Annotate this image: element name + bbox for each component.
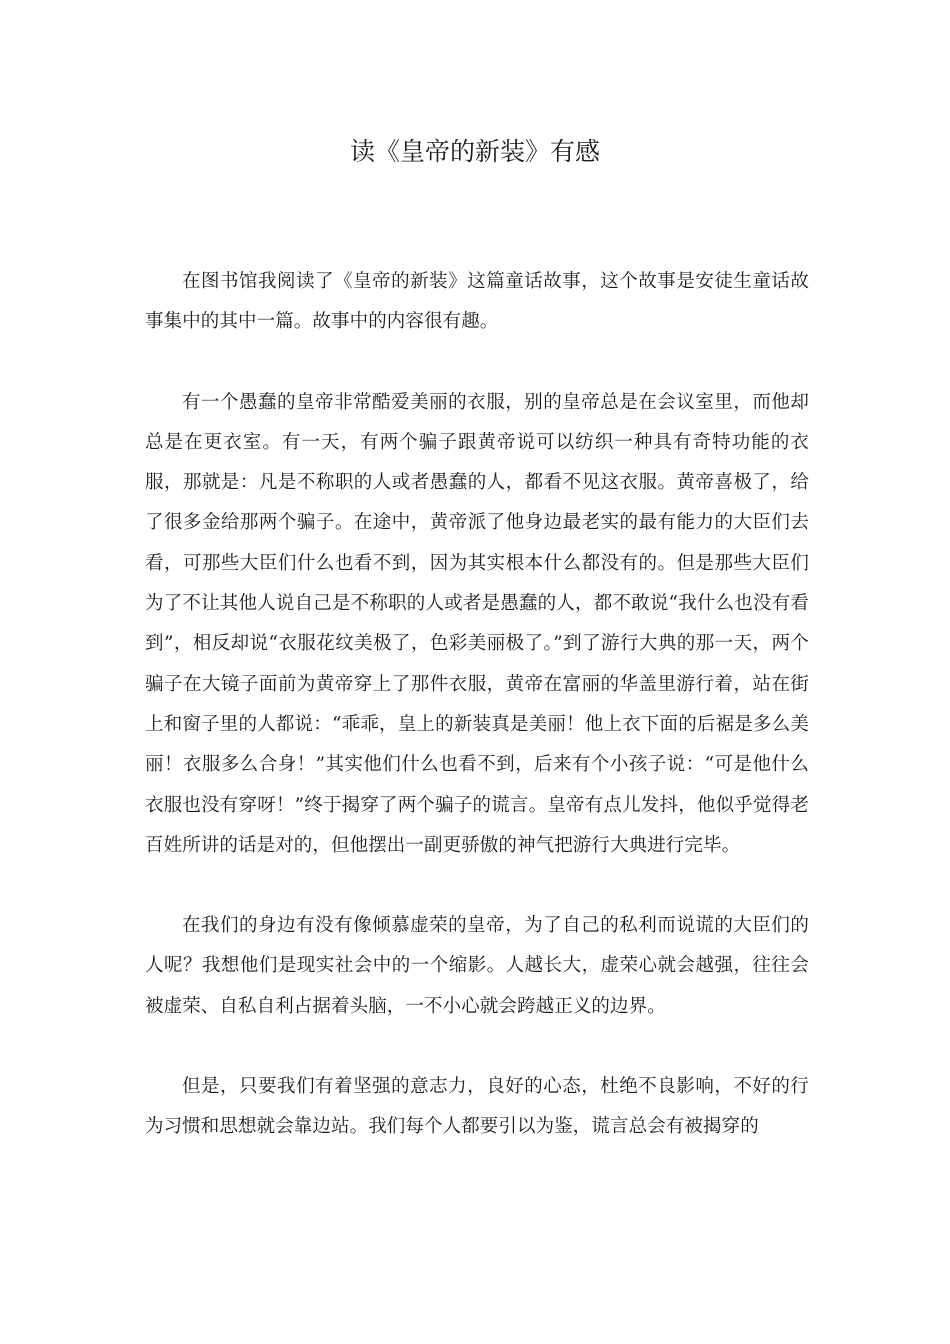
paragraph-1: 在图书馆我阅读了《皇帝的新装》这篇童话故事，这个故事是安徒生童话故事集中的其中一篇。故事中的内容很有趣。 [145, 271, 809, 333]
paragraph-2: 有一个愚蠢的皇帝非常酷爱美丽的衣服，别的皇帝总是在会议室里，而他却总是在更衣室。有一天，有两个骗子跟黄帝说可以纺织一种具有奇特功能的衣服，那就是：凡是不称职的人或者愚蠢的人，都看不见这衣服。黄帝喜极了，给了很多金给那两个骗子。在途中，黄帝派了他身边最老实的最有能力的大臣们去看，可那些大臣们什么也看不到，因为其实根本什么都没有的。但是那些大臣们为了不让其他人说自己是不称职的人或者是愚蠢的人，都不敢说“我什么也没有看到”，相反却说“衣服花纹美极了，色彩美丽极了。”到了游行大典的那一天，两个骗子在大镜子面前为黄帝穿上了那件衣服，黄帝在富丽的华盖里游行着，站在街上和窗子里的人都说：“乖乖，皇上的新装真是美丽！他上衣下面的后裾是多么美丽！衣服多么合身！”其实他们什么也看不到，后来有个小孩子说：“可是他什么衣服也没有穿呀！”终于揭穿了两个骗子的谎言。皇帝有点儿发抖，他似乎觉得老百姓所讲的话是对的，但他摆出一副更骄傲的神气把游行大典进行完毕。 [145, 391, 809, 856]
document-body [145, 262, 809, 1188]
document-title: 读《皇帝的新装》有感 [349, 137, 600, 166]
paragraph-4: 但是，只要我们有着坚强的意志力，良好的心态，杜绝不良影响，不好的行为习惯和思想就会靠边站。我们每个人都要引以为鉴，谎言总会有被揭穿的 [145, 1076, 809, 1138]
paragraph-3: 在我们的身边有没有像倾慕虚荣的皇帝，为了自己的私利而说谎的大臣们的人呢？我想他们是现实社会中的一个缩影。人越长大，虚荣心就会越强，往往会被虚荣、自私自利占据着头脑，一不小心就会跨越正义的边界。 [145, 915, 809, 1017]
